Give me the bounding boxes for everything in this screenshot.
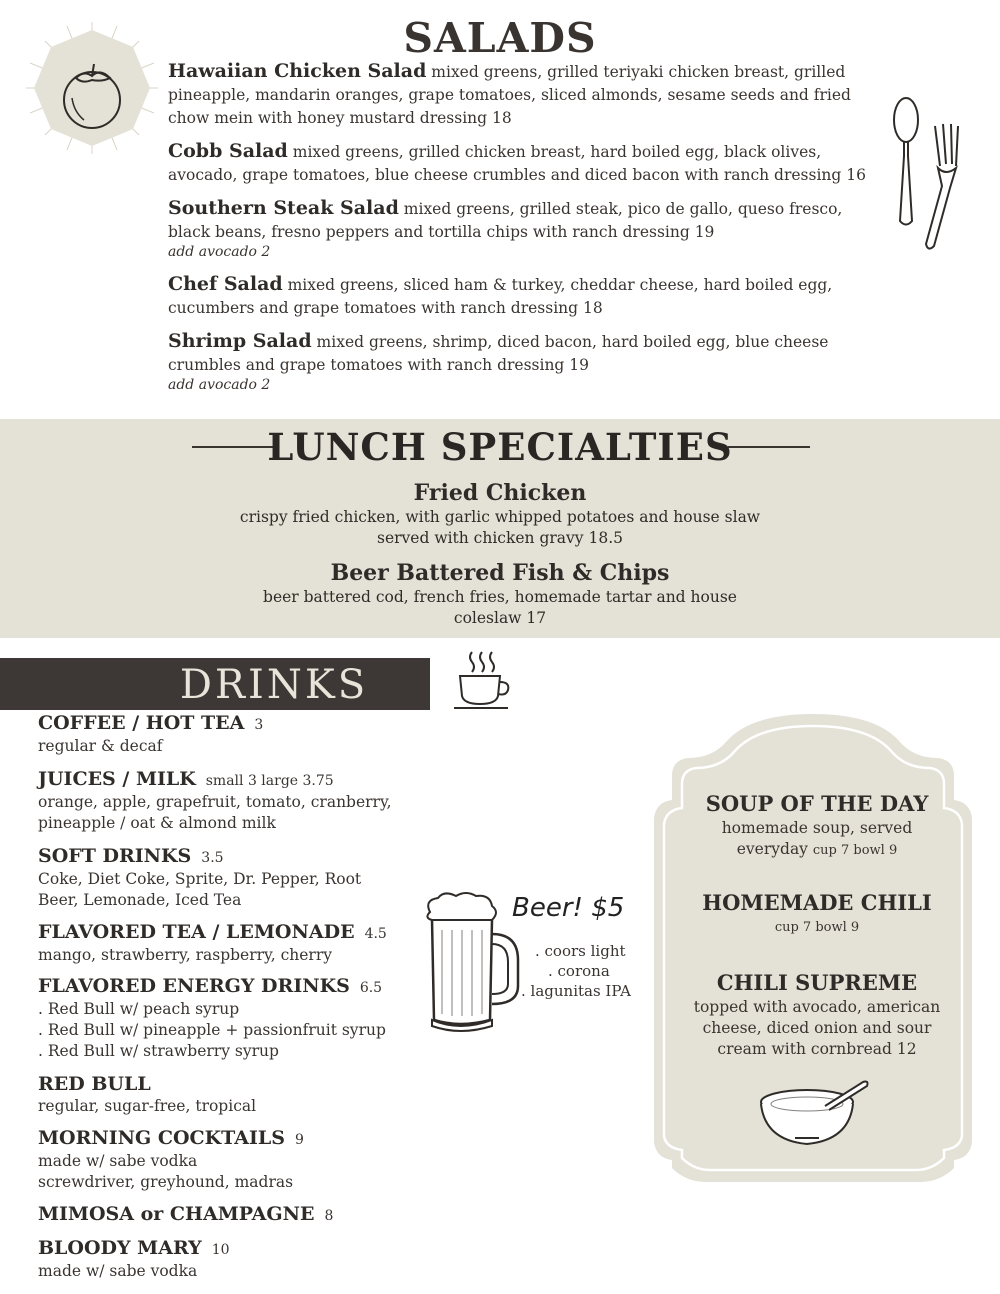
soup-item	[686, 889, 948, 938]
lunch-item	[200, 559, 800, 629]
soup-desc: everyday	[736, 840, 808, 858]
lunch-item-name: Fried Chicken	[413, 480, 587, 506]
soup-item	[686, 969, 948, 1060]
drink-item	[38, 1204, 418, 1227]
bowl-icon	[755, 1076, 875, 1150]
drink-item	[38, 1128, 418, 1193]
drink-line: made w/ sabe vodka	[38, 1152, 198, 1170]
drink-item	[38, 713, 418, 757]
salad-desc: mixed greens, shrimp, diced bacon, hard boiled egg, blue cheese crumbles and grape tomatoes with ranch dressing 19	[168, 333, 829, 374]
drink-line: pineapple / oat & almond milk	[38, 814, 276, 832]
drink-line: mango, strawberry, raspberry, cherry	[38, 946, 333, 964]
lunch-item-desc: crispy fried chicken, with garlic whipped potatoes and house slaw	[239, 508, 761, 526]
drink-line: . Red Bull w/ strawberry syrup	[38, 1042, 279, 1060]
utensils-icon	[890, 96, 966, 256]
salad-item	[168, 60, 878, 130]
drink-item	[38, 1238, 418, 1282]
drink-line: made w/ sabe vodka	[38, 1262, 198, 1280]
drink-item	[38, 1074, 418, 1117]
salad-desc: mixed greens, sliced ham & turkey, cheddar cheese, hard boiled egg, cucumbers and grape tomatoes with ranch dressing 18	[168, 276, 833, 317]
soup-price: cup 7 bowl 9	[774, 920, 860, 935]
salad-name: Shrimp Salad	[168, 330, 312, 352]
salad-item	[168, 273, 878, 320]
salad-name: Cobb Salad	[168, 140, 288, 162]
drinks-title: DRINKS	[179, 662, 369, 708]
tomato-icon	[24, 20, 160, 156]
beer-item: . coors light	[535, 942, 626, 960]
drink-price: 9	[294, 1132, 304, 1148]
coffee-cup-icon	[452, 648, 514, 712]
drink-item	[38, 922, 418, 966]
drink-line: Beer, Lemonade, Iced Tea	[38, 891, 242, 909]
soup-price: cup 7 bowl 9	[812, 843, 898, 858]
salad-desc: mixed greens, grilled steak, pico de gallo, queso fresco, black beans, fresno peppers and tortilla chips with ranch dressing 19	[168, 200, 843, 241]
drink-item	[38, 976, 438, 1062]
beer-mug-icon	[420, 890, 524, 1034]
drink-price: 8	[324, 1208, 334, 1224]
salad-addon: add avocado 2	[168, 244, 271, 260]
drink-name: BLOODY MARY	[38, 1237, 202, 1259]
lunch-item-name: Beer Battered Fish & Chips	[330, 560, 670, 586]
drink-name: MIMOSA or CHAMPAGNE	[38, 1203, 315, 1225]
soup-desc: cheese, diced onion and sour	[702, 1019, 932, 1037]
drink-name: JUICES / MILK	[38, 768, 196, 790]
soup-name: CHILI SUPREME	[716, 970, 918, 995]
salad-item	[168, 197, 878, 261]
drink-name: MORNING COCKTAILS	[38, 1127, 285, 1149]
salad-name: Southern Steak Salad	[168, 197, 399, 219]
lunch-title: LUNCH SPECIALTIES	[267, 425, 733, 469]
salad-item	[168, 140, 878, 187]
drink-price: 3	[254, 717, 264, 733]
drink-item	[38, 846, 418, 911]
drink-line: screwdriver, greyhound, madras	[38, 1173, 294, 1191]
salad-desc: mixed greens, grilled chicken breast, hard boiled egg, black olives, avocado, grape tomatoes, blue cheese crumbles and diced bacon with ranch dressing 16	[168, 143, 866, 184]
salads-title: SALADS	[403, 14, 597, 62]
salad-name: Chef Salad	[168, 273, 283, 295]
drink-line: regular & decaf	[38, 737, 163, 755]
beer-item: . corona	[548, 962, 610, 980]
drink-name: FLAVORED ENERGY DRINKS	[38, 975, 350, 997]
soup-desc: homemade soup, served	[721, 819, 913, 837]
drink-line: Coke, Diet Coke, Sprite, Dr. Pepper, Root	[38, 870, 362, 888]
lunch-item-desc: coleslaw 17	[453, 609, 547, 627]
lunch-item	[200, 479, 800, 549]
soup-name: SOUP OF THE DAY	[705, 791, 929, 816]
drink-item	[38, 769, 418, 834]
drink-line: . Red Bull w/ peach syrup	[38, 1000, 240, 1018]
drink-price: 3.5	[201, 850, 224, 866]
lunch-item-desc: served with chicken gravy 18.5	[377, 529, 623, 547]
drink-price: 10	[211, 1242, 230, 1258]
beer-heading: Beer! $5	[512, 893, 625, 923]
lunch-item-desc: beer battered cod, french fries, homemade tartar and house	[263, 588, 737, 606]
drink-line: . Red Bull w/ pineapple + passionfruit syrup	[38, 1021, 386, 1039]
drink-line: orange, apple, grapefruit, tomato, cranberry,	[38, 793, 392, 811]
beer-item: . lagunitas IPA	[521, 982, 631, 1000]
soup-desc: topped with avocado, american	[693, 998, 941, 1016]
salad-addon: add avocado 2	[168, 377, 271, 393]
drink-name: SOFT DRINKS	[38, 845, 192, 867]
drink-name: FLAVORED TEA / LEMONADE	[38, 921, 355, 943]
drink-line: regular, sugar-free, tropical	[38, 1097, 257, 1115]
salad-item	[168, 330, 878, 394]
salad-desc: mixed greens, grilled teriyaki chicken breast, grilled pineapple, mandarin oranges, grape tomatoes, sliced almonds, sesame seeds and fried chow mein with honey mustard dressing 18	[168, 63, 851, 127]
drink-price: small 3 large 3.75	[205, 773, 334, 789]
salad-name: Hawaiian Chicken Salad	[168, 60, 427, 82]
drink-price: 4.5	[364, 926, 387, 942]
drink-name: RED BULL	[38, 1073, 151, 1095]
soup-item	[686, 790, 948, 861]
soup-name: HOMEMADE CHILI	[702, 890, 932, 915]
drink-price: 6.5	[359, 980, 383, 996]
soup-desc: cream with cornbread 12	[717, 1040, 917, 1058]
drink-name: COFFEE / HOT TEA	[38, 712, 245, 734]
